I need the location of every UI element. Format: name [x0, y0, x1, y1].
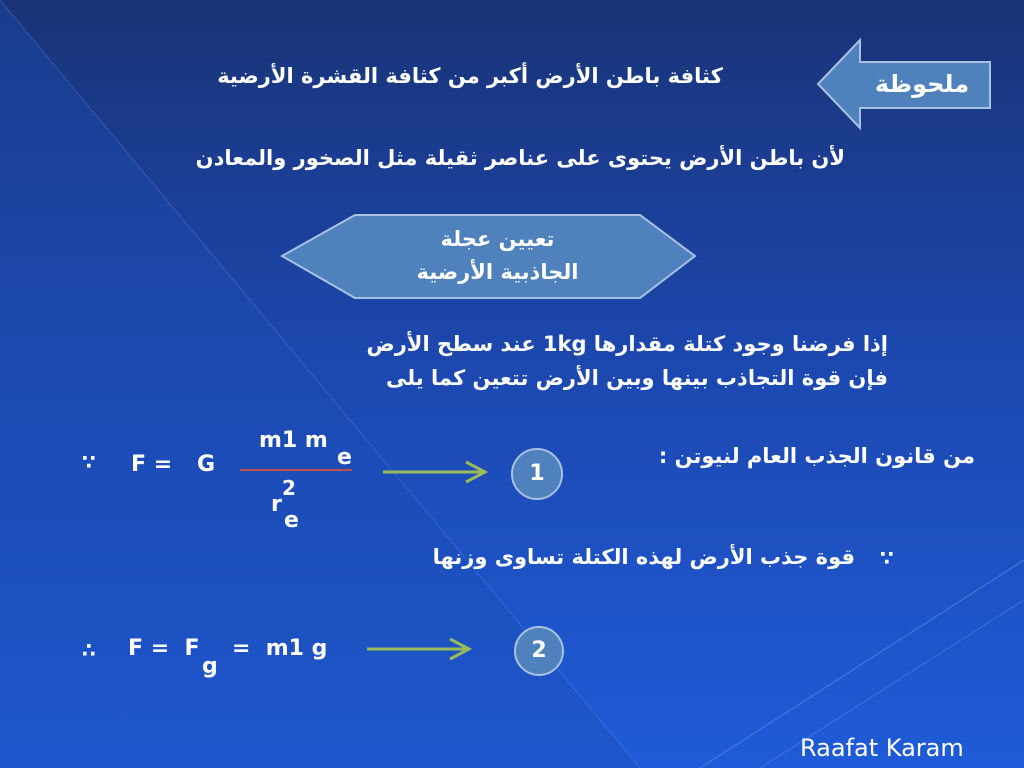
- because-symbol: ∵: [82, 450, 96, 474]
- therefore-symbol: ∴: [82, 638, 96, 662]
- assumption-line2: فإن قوة التجاذب بينها وبين الأرض تتعين كما يلى: [386, 366, 888, 390]
- eq2-rhs: = m1 g: [232, 636, 328, 661]
- eq1-denominator-sub: e: [284, 508, 299, 533]
- note-label: ملحوظة: [874, 70, 970, 98]
- eq1-denominator-sup: 2: [282, 476, 296, 500]
- eq1-numerator: m1 m: [259, 428, 328, 453]
- eq2-lhs: F = F: [128, 636, 200, 661]
- section-title-line2: الجاذبية الأرضية: [416, 260, 579, 284]
- reason-text: لأن باطن الأرض يحتوى على عناصر ثقيلة مثل الصخور والمعادن: [195, 146, 845, 170]
- weight-statement: قوة جذب الأرض لهذه الكتلة تساوى وزنها: [432, 545, 855, 569]
- newton-law-label: من قانون الجذب العام لنيوتن :: [658, 444, 975, 468]
- section-title-line1: تعيين عجلة: [440, 227, 555, 251]
- equation-number-1: 1: [529, 461, 545, 486]
- eq1-g: G: [197, 452, 216, 477]
- because-symbol-2: ∵: [880, 546, 894, 570]
- eq2-sub: g: [202, 654, 218, 679]
- eq1-lhs: F =: [131, 452, 173, 477]
- author-label: Raafat Karam: [800, 734, 964, 762]
- equation-number-2: 2: [531, 638, 547, 663]
- assumption-line1: إذا فرضنا وجود كتلة مقدارها 1kg عند سطح الأرض: [366, 332, 888, 356]
- note-text: كثافة باطن الأرض أكبر من كثافة القشرة الأرضية: [217, 64, 723, 88]
- eq1-numerator-sub: e: [337, 445, 352, 470]
- eq1-denominator: r: [271, 492, 282, 517]
